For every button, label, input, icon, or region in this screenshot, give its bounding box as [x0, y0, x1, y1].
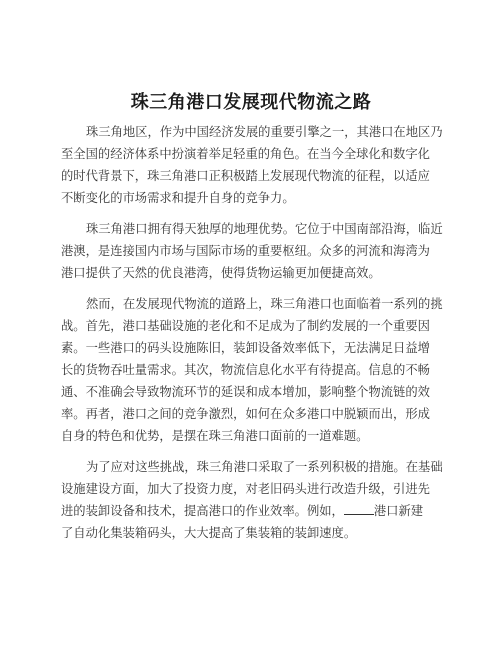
paragraph-line: 珠三角港口拥有得天独厚的地理优势。它位于中国南部沿海，临近	[86, 222, 443, 236]
paragraph-line: 为了应对这些挑战，珠三角港口采取了一系列积极的措施。在基础	[86, 460, 443, 474]
paragraph-line: 了自动化集装箱码头，大大提高了集装箱的装卸速度。	[61, 526, 357, 540]
paragraph-line: 港口提供了天然的优良港湾，使得货物运输更加便捷高效。	[61, 266, 381, 280]
paragraph-line: 长的货物吞吐量需求。其次，物流信息化水平有待提高。信息的不畅	[61, 363, 430, 377]
paragraph-line: 的时代背景下，珠三角港口正积极踏上发展现代物流的征程，以适应	[61, 169, 430, 183]
paragraph-line-text: 港口新建	[373, 504, 424, 518]
paragraph-line: 然而，在发展现代物流的道路上，珠三角港口也面临着一系列的挑	[86, 297, 443, 311]
paragraph-line-with-blank	[61, 503, 423, 519]
paragraph-line: 率。再者，港口之间的竞争激烈，如何在众多港口中脱颖而出，形成	[61, 407, 430, 421]
document-title: 珠三角港口发展现代物流之路	[130, 92, 372, 113]
paragraph-line: 不断变化的市场需求和提升自身的竞争力。	[61, 191, 295, 205]
paragraph-line: 战。首先，港口基础设施的老化和不足成为了制约发展的一个重要因	[61, 319, 430, 333]
paragraph-line: 自身的特色和优势，是摆在珠三角港口面前的一道难题。	[61, 429, 369, 443]
paragraph-line-text: 进的装卸设备和技术，提高港口的作业效率。例如，	[61, 504, 344, 518]
paragraph-line: 至全国的经济体系中扮演着举足轻重的角色。在当今全球化和数字化	[61, 147, 430, 161]
paragraph-line: 珠三角地区，作为中国经济发展的重要引擎之一，其港口在地区乃	[86, 125, 443, 139]
paragraph-line: 通、不准确会导致物流环节的延误和成本增加，影响整个物流链的效	[61, 385, 430, 399]
paragraph-line: 素。一些港口的码头设施陈旧，装卸设备效率低下，无法满足日益增	[61, 341, 430, 355]
fill-in-blank	[344, 503, 374, 515]
paragraph-line: 港澳，是连接国内市场与国际市场的重要枢纽。众多的河流和海湾为	[61, 244, 430, 258]
paragraph-line: 设施建设方面，加大了投资力度，对老旧码头进行改造升级，引进先	[61, 482, 430, 496]
